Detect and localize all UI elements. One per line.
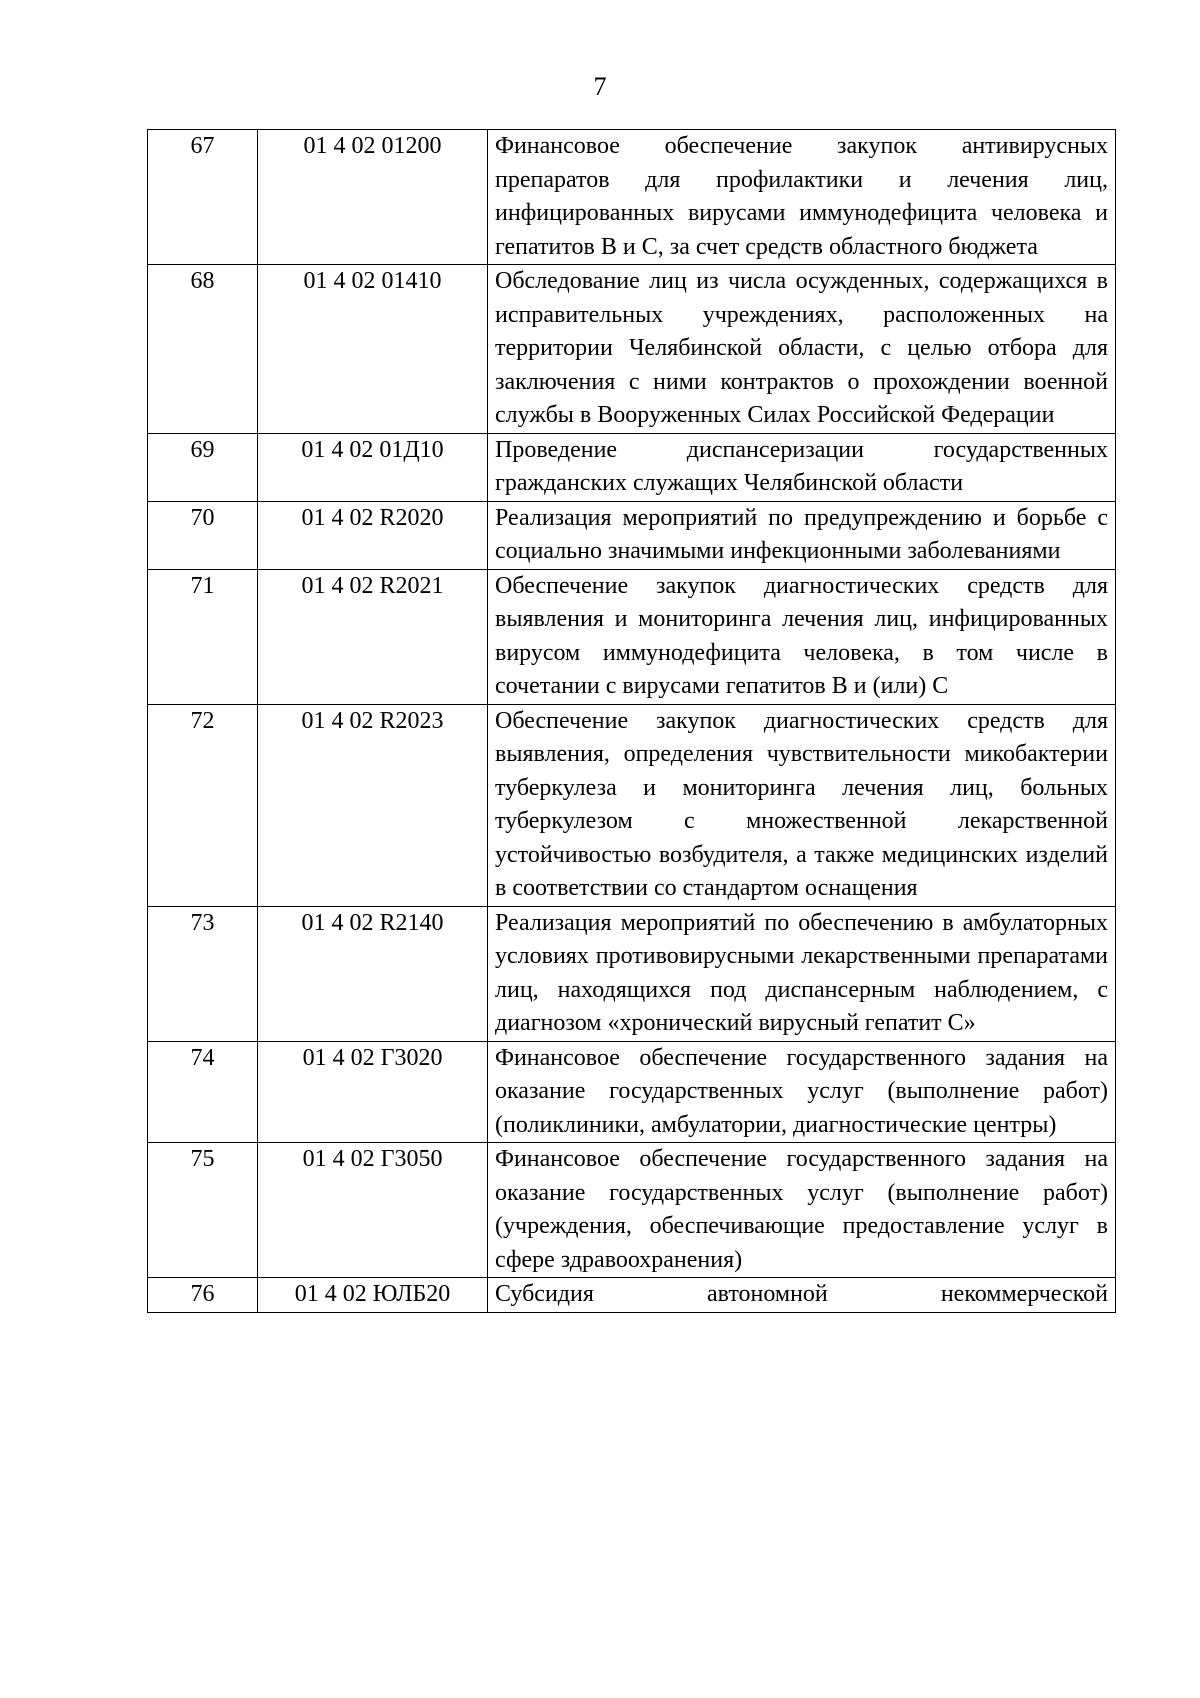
row-number: 71 [148, 569, 258, 704]
budget-code: 01 4 02 R2021 [258, 569, 488, 704]
table-row [148, 569, 1116, 704]
row-number: 68 [148, 265, 258, 434]
row-description: Обеспечение закупок диагностических средств для выявления и мониторинга лечения лиц, инфицированных вирусом иммунодефицита человека, в том числе в сочетании с вирусами гепатитов B и (или) C [488, 569, 1116, 704]
table-row [148, 704, 1116, 906]
table-row [148, 130, 1116, 265]
row-description: Финансовое обеспечение государственного задания на оказание государственных услуг (выполнение работ) (учреждения, обеспечивающие предоставление услуг в сфере здравоохранения) [488, 1143, 1116, 1278]
table-row [148, 1278, 1116, 1313]
row-number: 75 [148, 1143, 258, 1278]
budget-code: 01 4 02 01410 [258, 265, 488, 434]
budget-code: 01 4 02 R2023 [258, 704, 488, 906]
budget-code: 01 4 02 Г3050 [258, 1143, 488, 1278]
budget-code: 01 4 02 01200 [258, 130, 488, 265]
budget-code: 01 4 02 ЮЛБ20 [258, 1278, 488, 1313]
table-row [148, 1143, 1116, 1278]
budget-code: 01 4 02 R2140 [258, 906, 488, 1041]
row-description: Обеспечение закупок диагностических средств для выявления, определения чувствительности микобактерии туберкулеза и мониторинга лечения лиц, больных туберкулезом с множественной лекарственной устойчивостью возбудителя, а также медицинских изделий в соответствии со стандартом оснащения [488, 704, 1116, 906]
row-number: 67 [148, 130, 258, 265]
budget-codes-table [147, 129, 1116, 1313]
row-description: Проведение диспансеризации государственных гражданских служащих Челябинской области [488, 433, 1116, 501]
row-description: Финансовое обеспечение государственного задания на оказание государственных услуг (выполнение работ) (поликлиники, амбулатории, диагностические центры) [488, 1041, 1116, 1143]
page-number: 7 [593, 72, 607, 101]
row-number: 70 [148, 501, 258, 569]
table-row [148, 265, 1116, 434]
row-number: 76 [148, 1278, 258, 1313]
row-number: 72 [148, 704, 258, 906]
budget-code: 01 4 02 Г3020 [258, 1041, 488, 1143]
table-row [148, 433, 1116, 501]
table-row [148, 501, 1116, 569]
row-description: Реализация мероприятий по предупреждению и борьбе с социально значимыми инфекционными заболеваниями [488, 501, 1116, 569]
row-description: Субсидия автономной некоммерческой [488, 1278, 1116, 1313]
budget-code: 01 4 02 01Д10 [258, 433, 488, 501]
row-number: 73 [148, 906, 258, 1041]
table-row [148, 1041, 1116, 1143]
budget-code: 01 4 02 R2020 [258, 501, 488, 569]
row-description: Финансовое обеспечение закупок антивирусных препаратов для профилактики и лечения лиц, инфицированных вирусами иммунодефицита человека и гепатитов B и C, за счет средств областного бюджета [488, 130, 1116, 265]
row-description: Реализация мероприятий по обеспечению в амбулаторных условиях противовирусными лекарственными препаратами лиц, находящихся под диспансерным наблюдением, с диагнозом «хронический вирусный гепатит C» [488, 906, 1116, 1041]
row-number: 74 [148, 1041, 258, 1143]
table-row [148, 906, 1116, 1041]
row-number: 69 [148, 433, 258, 501]
row-description: Обследование лиц из числа осужденных, содержащихся в исправительных учреждениях, расположенных на территории Челябинской области, с целью отбора для заключения с ними контрактов о прохождении военной службы в Вооруженных Силах Российской Федерации [488, 265, 1116, 434]
